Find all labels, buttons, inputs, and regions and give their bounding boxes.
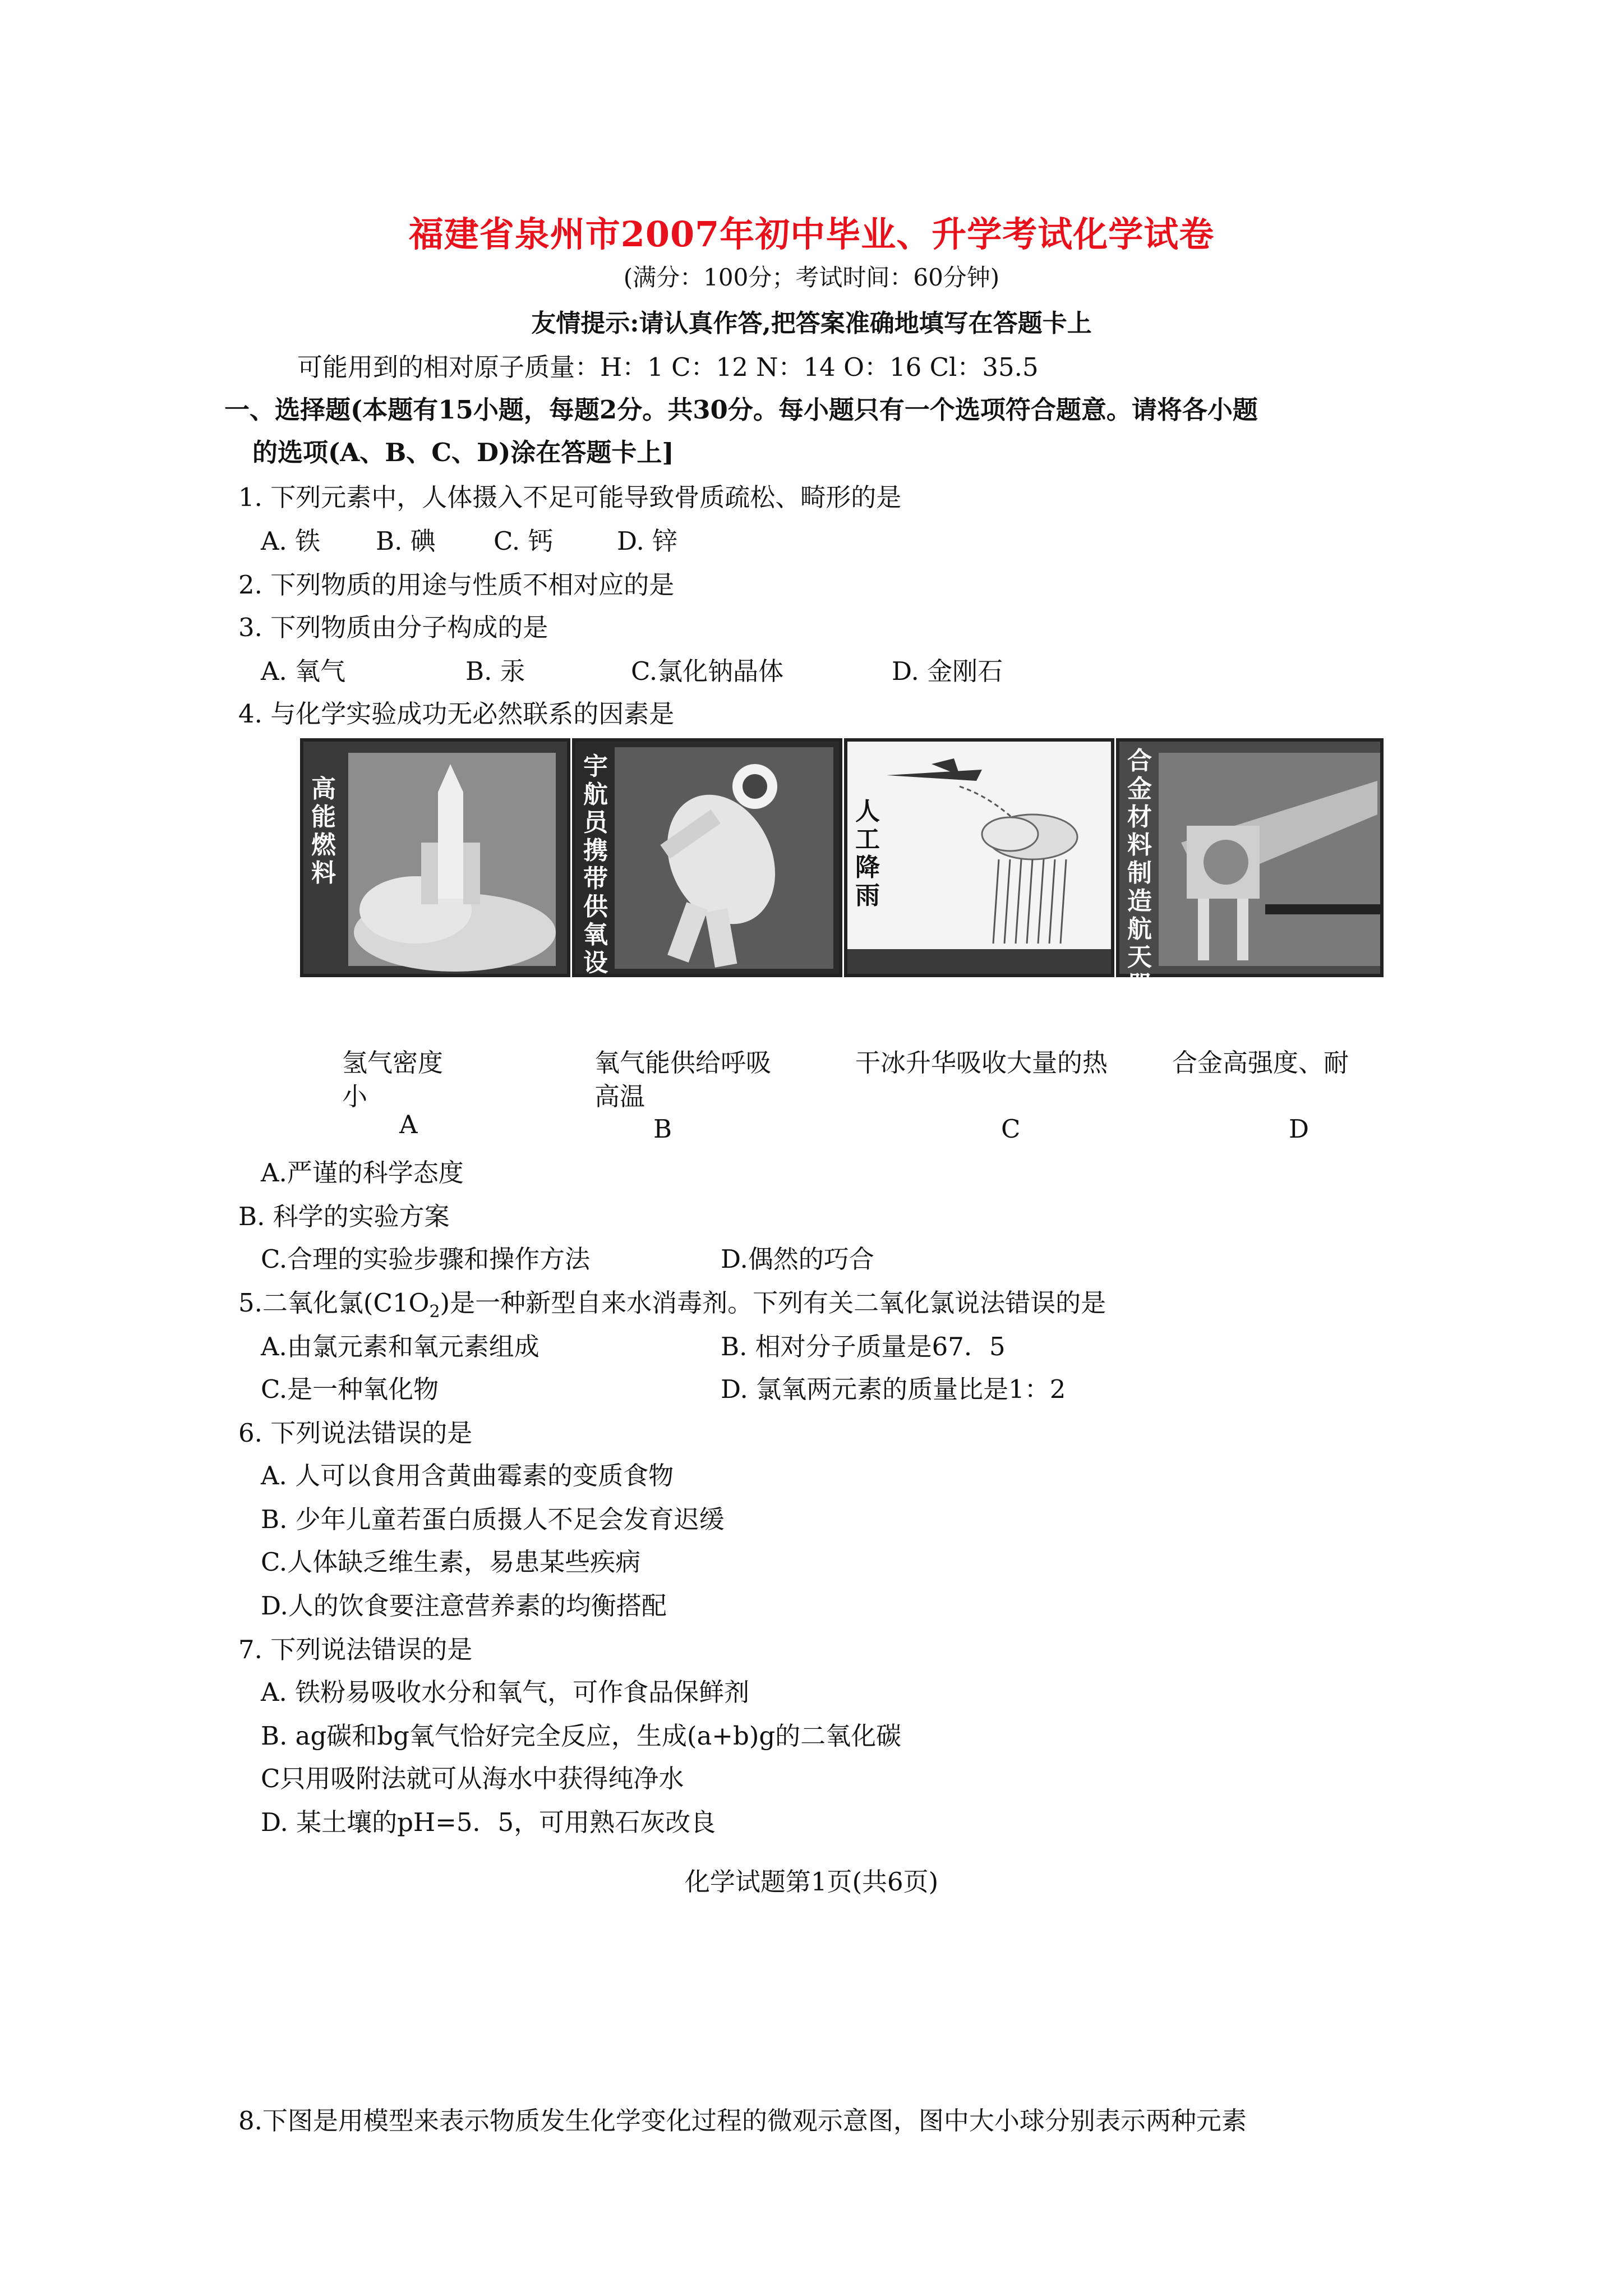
q5-option-a: A.由氯元素和氧元素组成 (261, 1332, 540, 1361)
image-caption-rain: 人工降雨 (855, 797, 880, 910)
q5-option-c: C.是一种氧化物 (261, 1374, 439, 1404)
q3-option-a: A. 氧气 (261, 656, 346, 686)
q6-option-b: B. 少年儿童若蛋白质摄人不足会发育迟缓 (261, 1504, 725, 1534)
image-caption-astronaut: 宇航员携带供氧设备 (583, 752, 608, 1005)
page-footer: 化学试题第1页(共6页) (684, 1867, 939, 1897)
caption-a-line1: 氢气密度 (342, 1048, 444, 1078)
q4-option-d: D.偶然的巧合 (721, 1244, 874, 1274)
q7-option-a: A. 铁粉易吸收水分和氧气，可作食品保鲜剂 (261, 1677, 750, 1707)
q4-option-c: C.合理的实验步骤和操作方法 (261, 1244, 591, 1274)
q5-stem-prefix: 5.二氧化氯(C1O (238, 1288, 430, 1318)
caption-b-letter: B (653, 1114, 672, 1144)
rocket-launch-image (300, 738, 570, 977)
page-title: 福建省泉州市2007年初中毕业、升学考试化学试卷 (408, 214, 1215, 255)
caption-c-line1: 干冰升华吸收大量的热 (855, 1048, 1108, 1078)
exam-info: (满分：100分；考试时间：60分钟) (623, 264, 1000, 291)
artificial-rain-image (844, 738, 1114, 977)
q3-option-c: C.氯化钠晶体 (631, 656, 784, 686)
q1-option-c: C. 钙 (494, 526, 554, 556)
section-heading-line2: 的选项(A、B、C、D)涂在答题卡上] (252, 438, 674, 467)
q4-option-a: A.严谨的科学态度 (261, 1158, 464, 1188)
q7-option-d: D. 某土壤的pH=5．5，可用熟石灰改良 (261, 1807, 716, 1837)
q6-option-d: D.人的饮食要注意营养素的均衡搭配 (261, 1591, 667, 1621)
question-3-stem: 3. 下列物质由分子构成的是 (238, 613, 548, 642)
caption-b-line1: 氧气能供给呼吸 (594, 1048, 772, 1078)
caption-a-line2: 小 (342, 1082, 368, 1111)
astronaut-image (572, 738, 842, 1005)
image-caption-rocket: 高能燃料 (311, 775, 336, 887)
q5-option-b: B. 相对分子质量是67．5 (721, 1332, 1006, 1361)
question-2-stem: 2. 下列物质的用途与性质不相对应的是 (238, 570, 675, 600)
atomic-masses: 可能用到的相对原子质量：H：1 C：12 N：14 O：16 Cl：35.5 (297, 352, 1039, 382)
q1-option-b: B. 碘 (376, 526, 436, 556)
caption-c-letter: C (1001, 1114, 1021, 1144)
caption-b-line2: 高温 (594, 1082, 645, 1111)
image-caption-spacecraft: 合金材料制造航天器 (1127, 747, 1152, 1000)
q7-option-b: B. ag碳和bg氧气恰好完全反应，生成(a+b)g的二氧化碳 (261, 1721, 902, 1751)
q5-stem-subscript: 2 (429, 1302, 440, 1322)
q3-option-d: D. 金刚石 (892, 656, 1003, 686)
caption-d-line1: 合金高强度、耐 (1172, 1048, 1349, 1078)
caption-d-letter: D (1289, 1114, 1310, 1144)
caption-a-letter: A (399, 1110, 418, 1139)
q7-option-c: C只用吸附法就可从海水中获得纯净水 (261, 1764, 684, 1793)
section-heading-line1: 一、选择题(本题有15小题，每题2分。共30分。每小题只有一个选项符合题意。请将各小题 (224, 395, 1258, 425)
question-1-stem: 1. 下列元素中，人体摄入不足可能导致骨质疏松、畸形的是 (238, 482, 902, 512)
spacecraft-image (1116, 738, 1384, 1000)
q5-option-d: D. 氯氧两元素的质量比是1：2 (721, 1374, 1066, 1404)
q3-option-b: B. 汞 (465, 656, 525, 686)
q1-option-a: A. 铁 (261, 526, 321, 556)
q6-option-a: A. 人可以食用含黄曲霉素的变质食物 (261, 1461, 674, 1490)
question-8-stem: 8.下图是用模型来表示物质发生化学变化过程的微观示意图，图中大小球分别表示两种元素 (238, 2106, 1247, 2136)
question-4-stem: 4. 与化学实验成功无必然联系的因素是 (238, 699, 675, 729)
q4-option-b: B. 科学的实验方案 (238, 1202, 450, 1231)
q5-stem-suffix: )是一种新型自来水消毒剂。下列有关二氧化氯说法错误的是 (440, 1288, 1106, 1318)
question-7-stem: 7. 下列说法错误的是 (238, 1635, 473, 1664)
friendly-tip: 友情提示:请认真作答,把答案准确地填写在答题卡上 (531, 309, 1092, 338)
q1-option-d: D. 锌 (617, 526, 678, 556)
question-5-stem (238, 1282, 1106, 1322)
q6-option-c: C.人体缺乏维生素，易患某些疾病 (261, 1547, 641, 1577)
question-6-stem: 6. 下列说法错误的是 (238, 1418, 473, 1448)
